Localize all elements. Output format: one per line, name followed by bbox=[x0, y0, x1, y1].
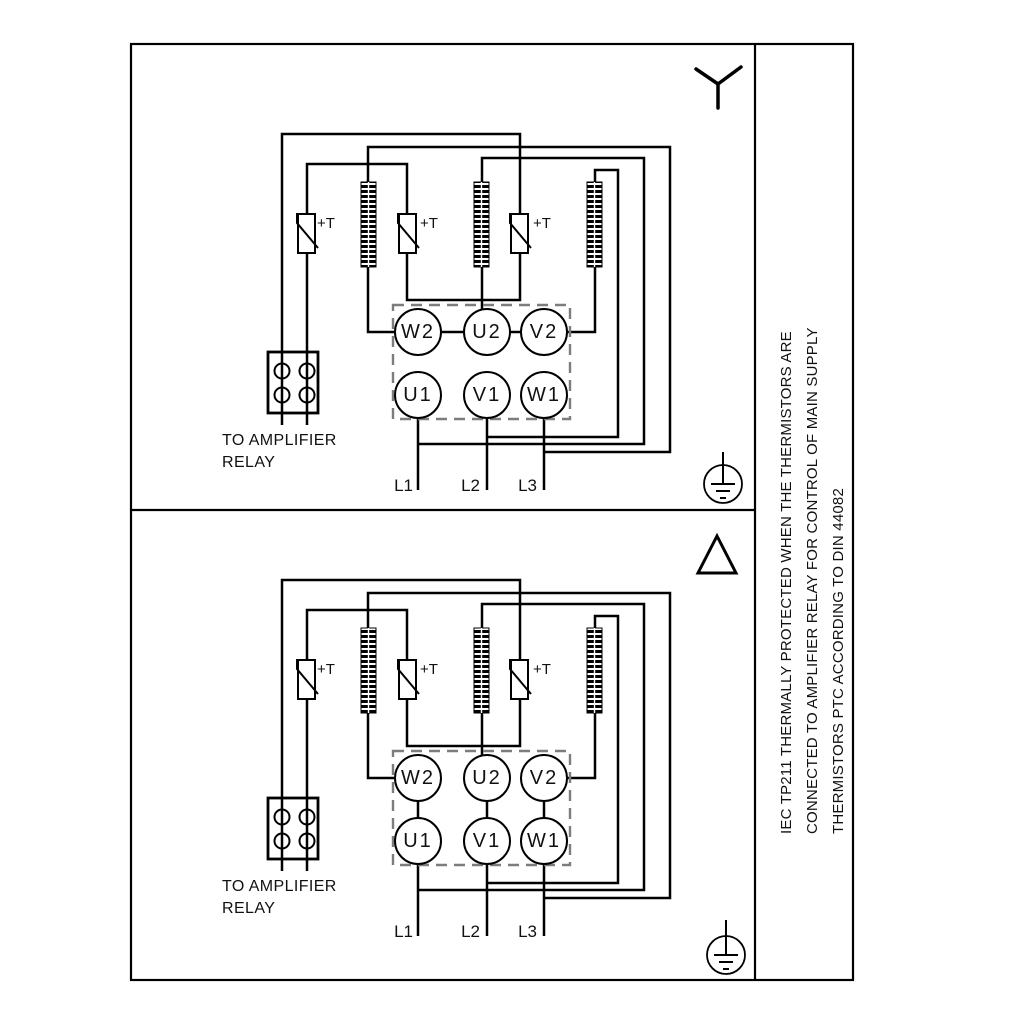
thermistor-label: +T bbox=[317, 215, 335, 232]
terminal-label-v1: V1 bbox=[472, 830, 502, 852]
relay-caption-line1: TO AMPLIFIER bbox=[222, 878, 337, 895]
terminal-label-u2: U2 bbox=[472, 767, 502, 789]
terminal-label-w1: W1 bbox=[527, 384, 561, 406]
star-windings bbox=[361, 182, 602, 267]
supply-label-l2: L2 bbox=[461, 476, 480, 495]
supply-label-l3: L3 bbox=[518, 922, 537, 941]
terminal-label-w2: W2 bbox=[401, 767, 435, 789]
terminal-label-u1: U1 bbox=[403, 830, 433, 852]
terminal-label-w1: W1 bbox=[527, 830, 561, 852]
side-note-line3: THERMISTORS PTC ACCORDING TO DIN 44082 bbox=[830, 487, 847, 834]
side-note bbox=[774, 327, 852, 834]
supply-label-l2: L2 bbox=[461, 922, 480, 941]
side-note-line1: IEC TP211 THERMALLY PROTECTED WHEN THE THERMISTORS ARE bbox=[778, 331, 795, 834]
star-relay-terminal-block bbox=[268, 352, 318, 413]
supply-label-l1: L1 bbox=[394, 476, 413, 495]
terminal-label-u1: U1 bbox=[403, 384, 433, 406]
earth-ground-icon bbox=[707, 920, 745, 974]
thermistor-label: +T bbox=[533, 215, 551, 232]
thermistor-label: +T bbox=[533, 661, 551, 678]
relay-block bbox=[268, 352, 318, 413]
terminal-label-v1: V1 bbox=[472, 384, 502, 406]
relay-block bbox=[268, 798, 318, 859]
terminal-label-v2: V2 bbox=[529, 767, 559, 789]
terminal-label-v2: V2 bbox=[529, 321, 559, 343]
delta-bridges-wire bbox=[418, 801, 544, 818]
supply-label-l1: L1 bbox=[394, 922, 413, 941]
earth-ground-icon bbox=[704, 452, 742, 503]
side-note-line2: CONNECTED TO AMPLIFIER RELAY FOR CONTROL OF MAIN SUPPLY bbox=[804, 327, 821, 834]
delta-symbol-icon bbox=[698, 536, 736, 573]
relay-caption-line2: RELAY bbox=[222, 454, 276, 471]
supply-label-l3: L3 bbox=[518, 476, 537, 495]
star-symbol-icon bbox=[696, 67, 741, 108]
delta-windings bbox=[361, 628, 602, 713]
relay-caption-line1: TO AMPLIFIER bbox=[222, 432, 337, 449]
terminal-label-w2: W2 bbox=[401, 321, 435, 343]
thermistor-label: +T bbox=[317, 661, 335, 678]
terminal-label-u2: U2 bbox=[472, 321, 502, 343]
thermistor-label: +T bbox=[420, 661, 438, 678]
relay-caption-line2: RELAY bbox=[222, 900, 276, 917]
delta-relay-terminal-block bbox=[268, 798, 318, 859]
thermistor-label: +T bbox=[420, 215, 438, 232]
